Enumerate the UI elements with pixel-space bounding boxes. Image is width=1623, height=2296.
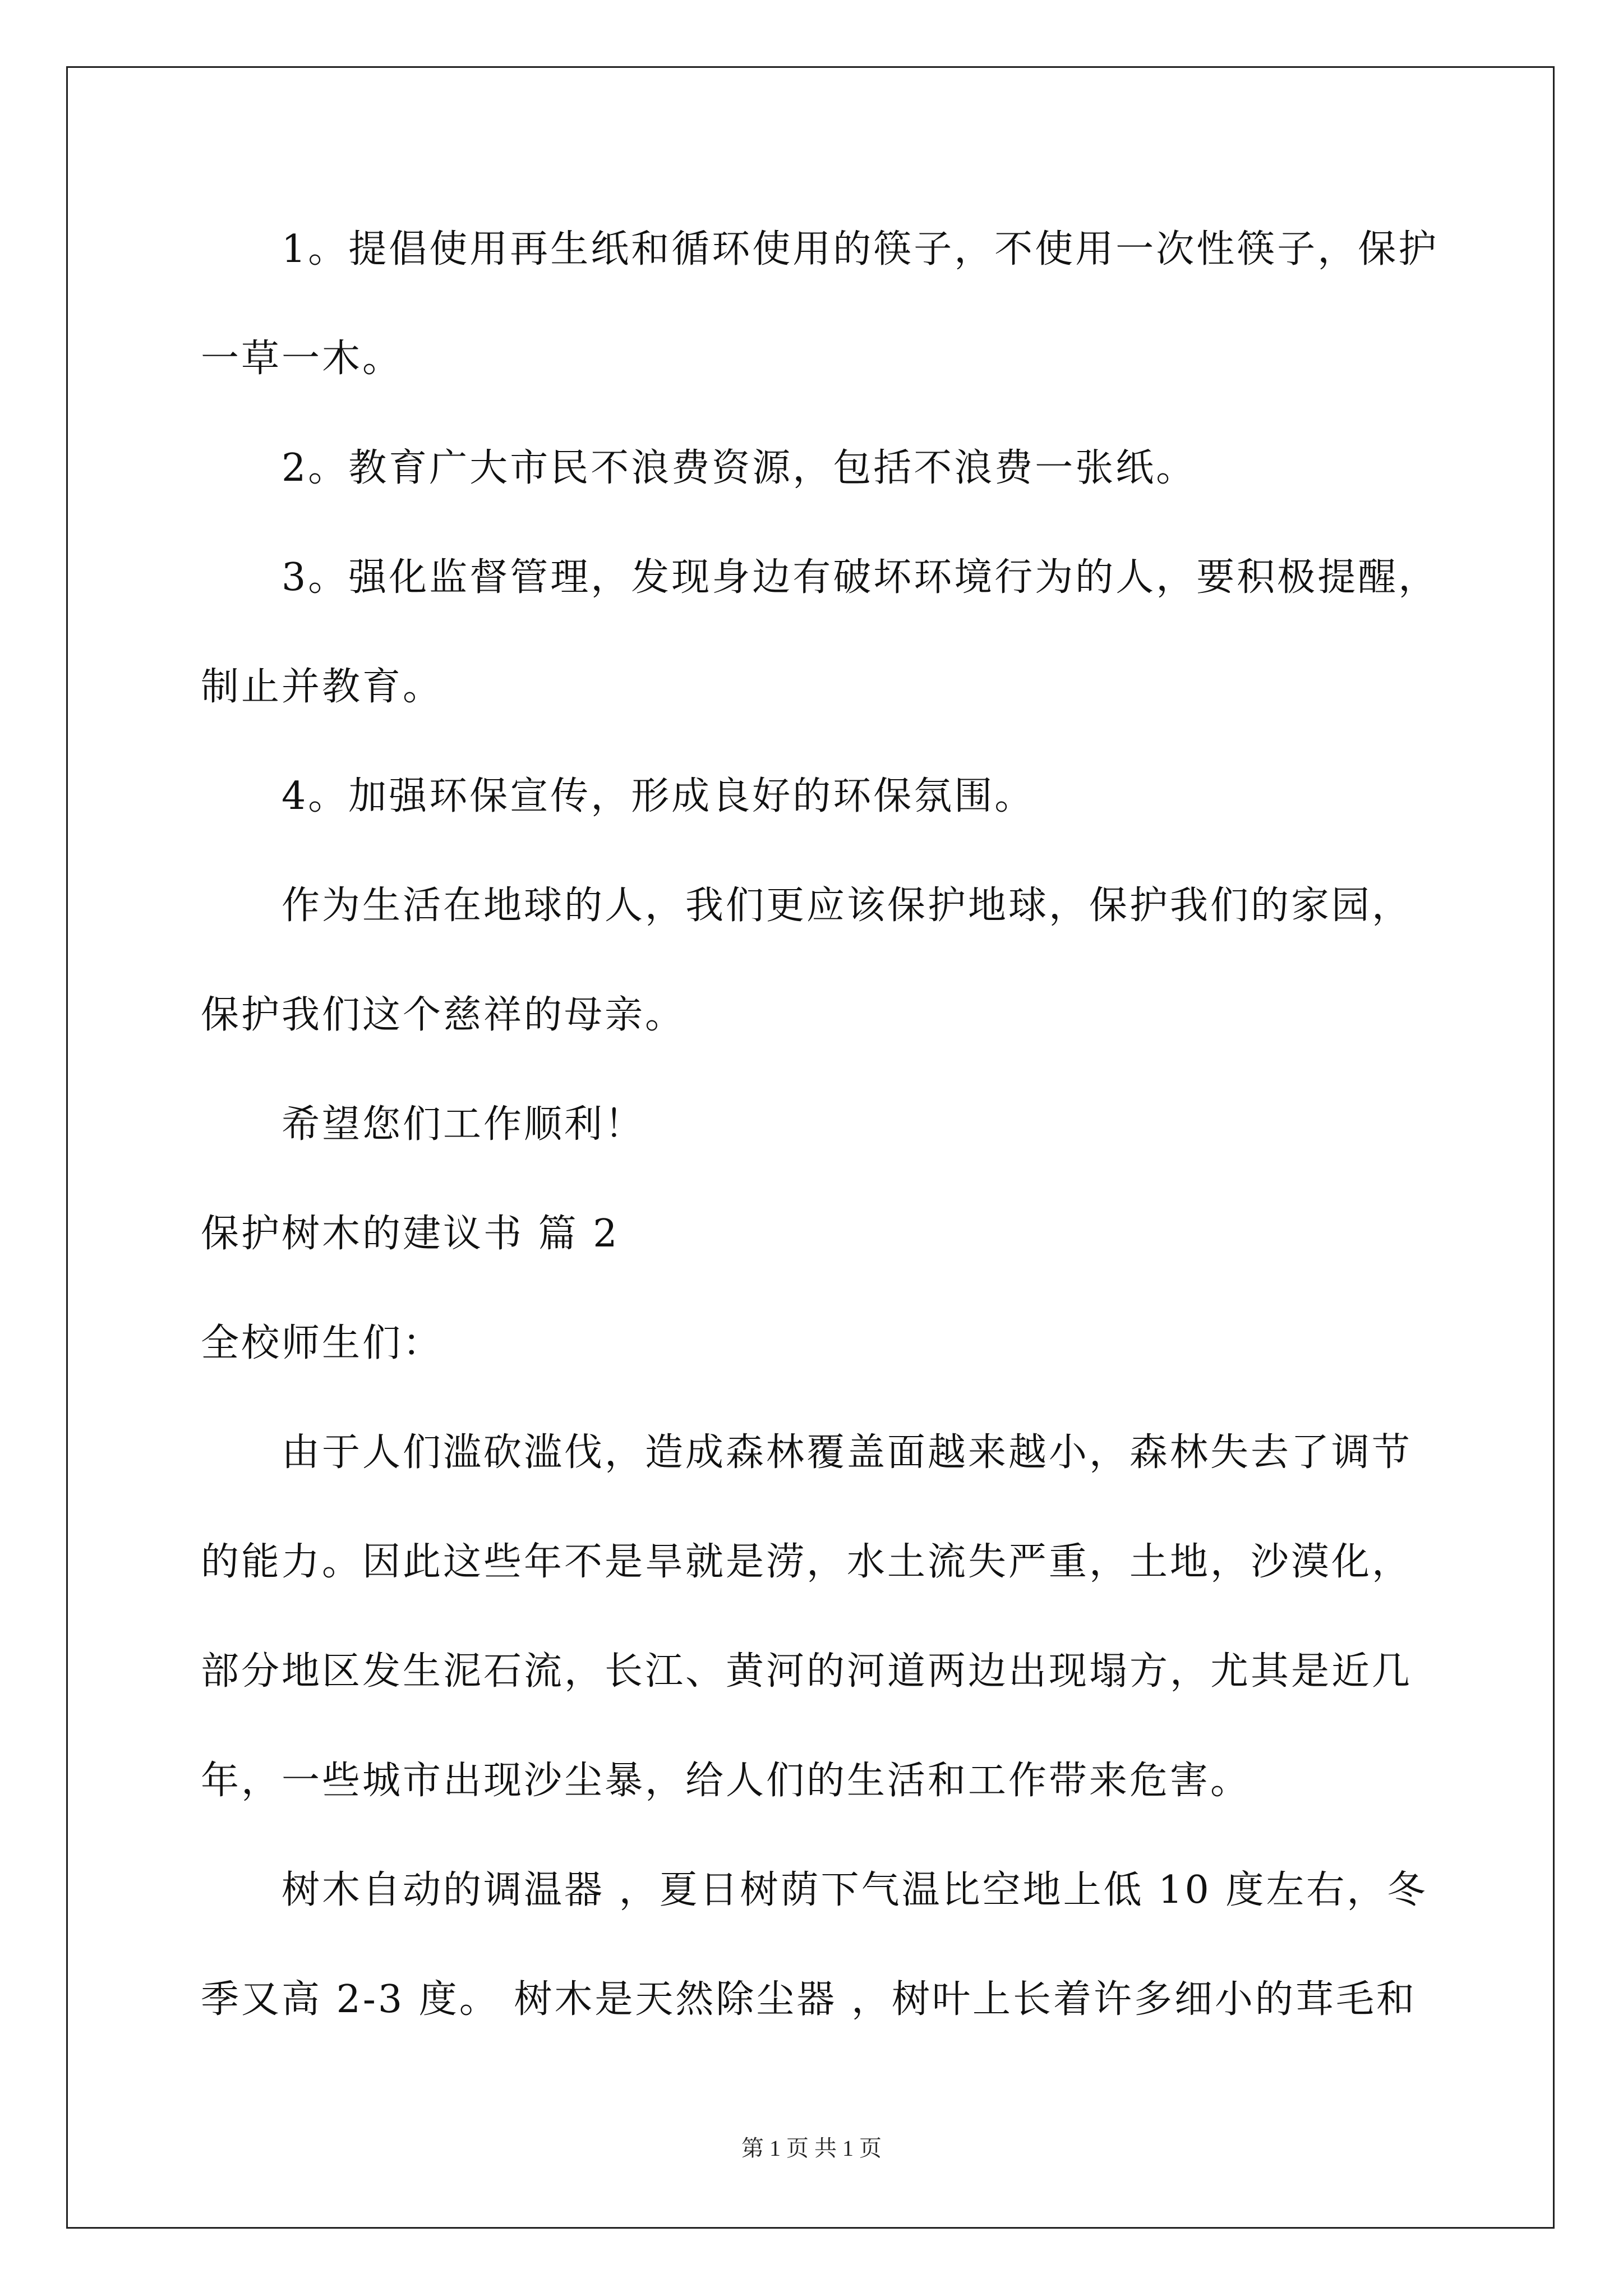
paragraph-line: 树木自动的调温器 ，夏日树荫下气温比空地上低 10 度左右，冬 bbox=[282, 1868, 1428, 1912]
paragraph-line: 制止并教育。 bbox=[201, 665, 444, 709]
salutation: 全校师生们： bbox=[201, 1321, 444, 1365]
paragraph-line: 部分地区发生泥石流，长江、黄河的河道两边出现塌方，尤其是近几 bbox=[201, 1649, 1413, 1694]
page-footer: 第 1 页 共 1 页 bbox=[741, 2136, 882, 2161]
paragraph-line: 作为生活在地球的人，我们更应该保护地球，保护我们的家园， bbox=[282, 884, 1413, 928]
paragraph-line: 一草一木。 bbox=[201, 337, 403, 381]
paragraph-line: 3。强化监督管理，发现身边有破坏环境行为的人，要积极提醒， bbox=[282, 555, 1439, 600]
paragraph-line: 2。教育广大市民不浪费资源，包括不浪费一张纸。 bbox=[282, 446, 1197, 490]
paragraph-line: 希望您们工作顺利！ bbox=[282, 1102, 645, 1147]
paragraph-line: 的能力。因此这些年不是旱就是涝，水土流失严重，土地，沙漠化， bbox=[201, 1540, 1413, 1584]
paragraph-line: 年，一些城市出现沙尘暴，给人们的生活和工作带来危害。 bbox=[201, 1759, 1251, 1803]
paragraph-line: 保护我们这个慈祥的母亲。 bbox=[201, 993, 686, 1037]
section-heading: 保护树木的建议书 篇 2 bbox=[201, 1212, 620, 1256]
paragraph-line: 由于人们滥砍滥伐，造成森林覆盖面越来越小，森林失去了调节 bbox=[282, 1430, 1413, 1475]
paragraph-line: 4。加强环保宣传，形成良好的环保氛围。 bbox=[282, 774, 1035, 818]
paragraph-line: 1。提倡使用再生纸和循环使用的筷子，不使用一次性筷子，保护 bbox=[282, 227, 1439, 272]
paragraph-line: 季又高 2-3 度。 树木是天然除尘器 ，树叶上长着许多细小的茸毛和 bbox=[201, 1977, 1417, 2022]
